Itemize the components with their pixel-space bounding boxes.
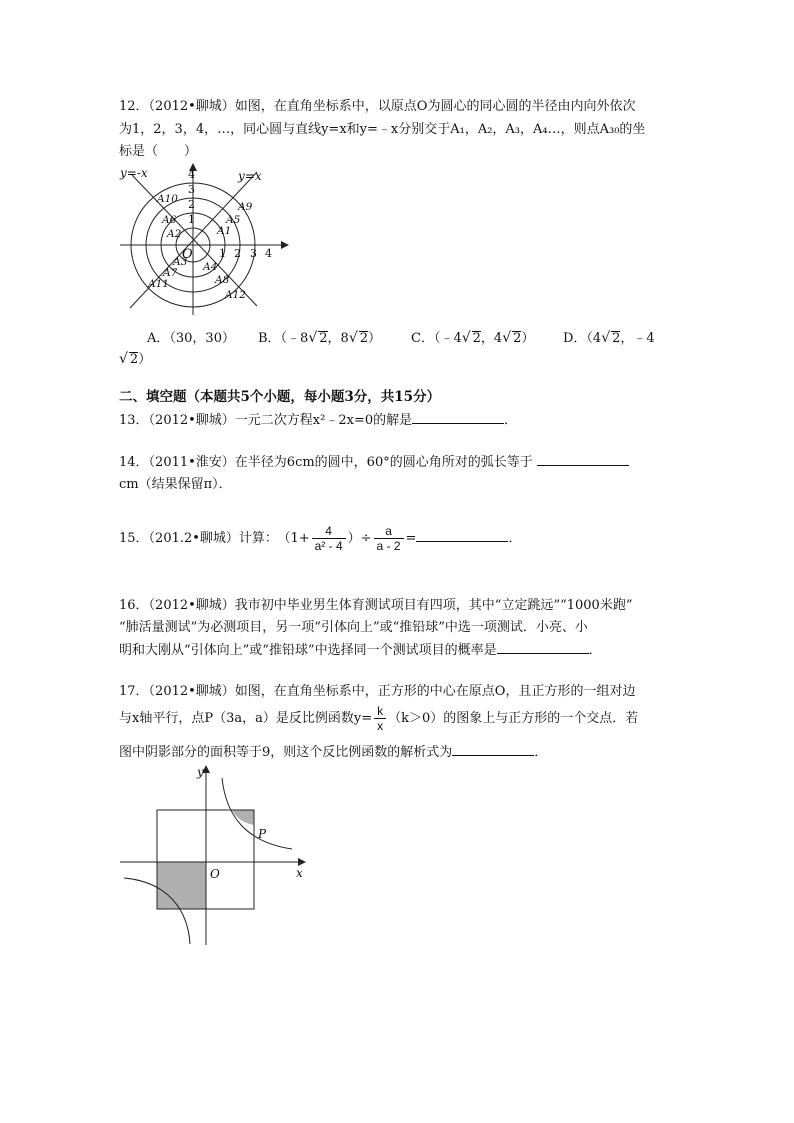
q15-fraction-2	[374, 524, 404, 553]
option-d-radicand-2: 2	[129, 352, 139, 367]
option-b-radicand-2: 2	[359, 331, 369, 346]
ring-label-up-4: 4	[188, 168, 195, 181]
q17-line2-suffix: （k＞0）的图象上与正方形的一个交点．若	[388, 711, 639, 726]
ring-label-up-1: 1	[188, 213, 195, 226]
q15-frac2-numerator: a	[374, 524, 404, 539]
q15-open: （1+	[283, 531, 310, 546]
label-y: y	[197, 765, 204, 779]
q12-option-c	[411, 327, 534, 346]
q13	[119, 411, 517, 430]
q12-option-a: A．（30，30）	[147, 331, 235, 346]
point-label-a7: A7	[163, 267, 178, 279]
q15-frac2-denominator: a - 2	[376, 539, 401, 553]
option-b-mid: ，8	[327, 331, 349, 346]
sqrt-icon: √	[601, 330, 611, 346]
point-label-a2: A2	[167, 228, 182, 240]
q15-fraction-1	[312, 524, 346, 553]
q14-line1	[119, 453, 629, 472]
q17-line2	[119, 702, 638, 736]
option-b-prefix: B．（﹣8	[258, 331, 309, 346]
option-c-mid: ，4	[480, 331, 503, 346]
q17-frac-numerator: k	[374, 704, 386, 719]
label-y-x: y=x	[238, 169, 262, 183]
q15-prefix: 15．（201.2•聊城）计算：	[119, 531, 278, 546]
ring-label-right-1: 1	[219, 247, 226, 260]
q15-close-div: ）÷	[347, 531, 372, 546]
option-b-radicand-1: 2	[319, 331, 328, 346]
point-label-a9: A9	[238, 201, 253, 213]
point-label-a10: A10	[157, 193, 178, 205]
shaded-region-bottom-left	[157, 862, 206, 909]
point-label-a5: A5	[226, 214, 241, 226]
option-c-radicand-2: 2	[513, 331, 522, 346]
ring-label-right-3: 3	[250, 247, 257, 260]
point-label-a8: A8	[215, 274, 230, 286]
point-label-a6: A6	[162, 214, 177, 226]
q17-line1: 17．（2012•聊城）如图，在直角坐标系中，正方形的中心在原点O，且正方形的一组对边	[119, 684, 636, 699]
label-y-neg-x: y=-x	[120, 166, 148, 180]
sqrt-icon: √	[461, 330, 471, 346]
ring-label-up-2: 2	[188, 198, 195, 211]
ring-label-right-4: 4	[265, 247, 272, 260]
q16-line2: “肺活量测试”为必测项目，另一项“引体向上”或“推铅球”中选一项测试．小亮、小	[119, 620, 588, 635]
option-c-prefix: C．（﹣4	[411, 331, 462, 346]
option-c-radicand-1: 2	[472, 331, 481, 346]
option-d-suffix: ）	[138, 352, 152, 367]
label-p: P	[258, 827, 267, 841]
option-c-suffix: ）	[521, 331, 535, 346]
sqrt-icon: √	[308, 330, 318, 346]
ring-label-up-3: 3	[188, 183, 195, 196]
q16-end: ．	[588, 643, 602, 658]
option-d-radicand-1: 2	[612, 331, 621, 346]
concentric-circles-figure	[112, 160, 302, 320]
q17-end: ．	[534, 745, 548, 760]
q15	[119, 522, 521, 556]
point-label-a3: A3	[173, 256, 188, 268]
label-x: x	[296, 866, 303, 880]
option-b-suffix: ）	[368, 331, 382, 346]
sqrt-icon: √	[119, 351, 128, 367]
q12-line3: 标是（ ）	[119, 144, 198, 159]
option-d-mid: ，﹣4	[620, 331, 655, 346]
q13-answer-blank[interactable]	[412, 411, 504, 424]
q12-line1: 12．（2012•聊城）如图，在直角坐标系中，以原点O为圆心的同心圆的半径由内向外依次	[119, 99, 636, 114]
q14-answer-blank[interactable]	[537, 453, 629, 466]
q14-line2: cm（结果保留π）．	[119, 477, 232, 492]
q12-option-b	[258, 327, 381, 346]
point-label-a4: A4	[203, 261, 218, 273]
q15-end: ．	[508, 531, 522, 546]
x-axis-arrow	[281, 241, 289, 249]
q17-line3-text: 图中阴影部分的面积等于9，则这个反比例函数的解析式为	[119, 745, 453, 760]
q16-line3-text: 明和大刚从“引体向上”或“推铅球”中选择同一个测试项目的概率是	[119, 643, 497, 658]
q15-answer-blank[interactable]	[416, 529, 508, 542]
q12-option-d-continued	[119, 348, 151, 367]
q17-frac-denominator: x	[377, 719, 384, 733]
q15-frac1-denominator: a² - 4	[314, 539, 343, 553]
square-hyperbola-figure	[115, 760, 315, 950]
hyperbola-branch-upper	[222, 778, 292, 849]
q17-line2-prefix: 与x轴平行，点P（3a，a）是反比例函数y=	[119, 711, 373, 726]
q15-eq: =	[405, 531, 417, 546]
option-d-prefix: D．（4	[563, 331, 602, 346]
point-label-a1: A1	[217, 225, 232, 237]
label-origin: O	[210, 867, 220, 881]
q13-end: ．	[504, 413, 518, 428]
q16-line1: 16．（2012•聊城）我市初中毕业男生体育测试项目有四项，其中“立定跳远”“1000米跑”	[119, 598, 633, 613]
x-axis-arrow	[298, 858, 306, 866]
sqrt-icon: √	[348, 330, 358, 346]
q16-answer-blank[interactable]	[497, 641, 589, 654]
sqrt-icon: √	[502, 330, 512, 346]
q17-answer-blank[interactable]	[452, 743, 534, 756]
point-label-a12: A12	[225, 289, 246, 301]
point-label-a11: A11	[148, 278, 169, 290]
ring-label-right-2: 2	[234, 247, 241, 260]
q12-line2: 为1，2，3，4，…，同心圆与直线y=x和y=﹣x分别交于A₁，A₂，A₃，A₄…，则点A₃₀的坐	[119, 122, 646, 137]
q12-option-d	[563, 327, 655, 346]
q14-text: 14．（2011•淮安）在半径为6cm的圆中，60°的圆心角所对的弧长等于	[119, 455, 533, 470]
q16-line3	[119, 641, 602, 660]
section2-heading: 二、填空题（本题共5个小题，每小题3分，共15分）	[119, 389, 441, 405]
q17-fraction	[374, 704, 386, 733]
q15-frac1-numerator: 4	[312, 524, 346, 539]
label-origin: O	[182, 247, 193, 262]
q13-text: 13．（2012•聊城）一元二次方程x²﹣2x=0的解是	[119, 413, 413, 428]
